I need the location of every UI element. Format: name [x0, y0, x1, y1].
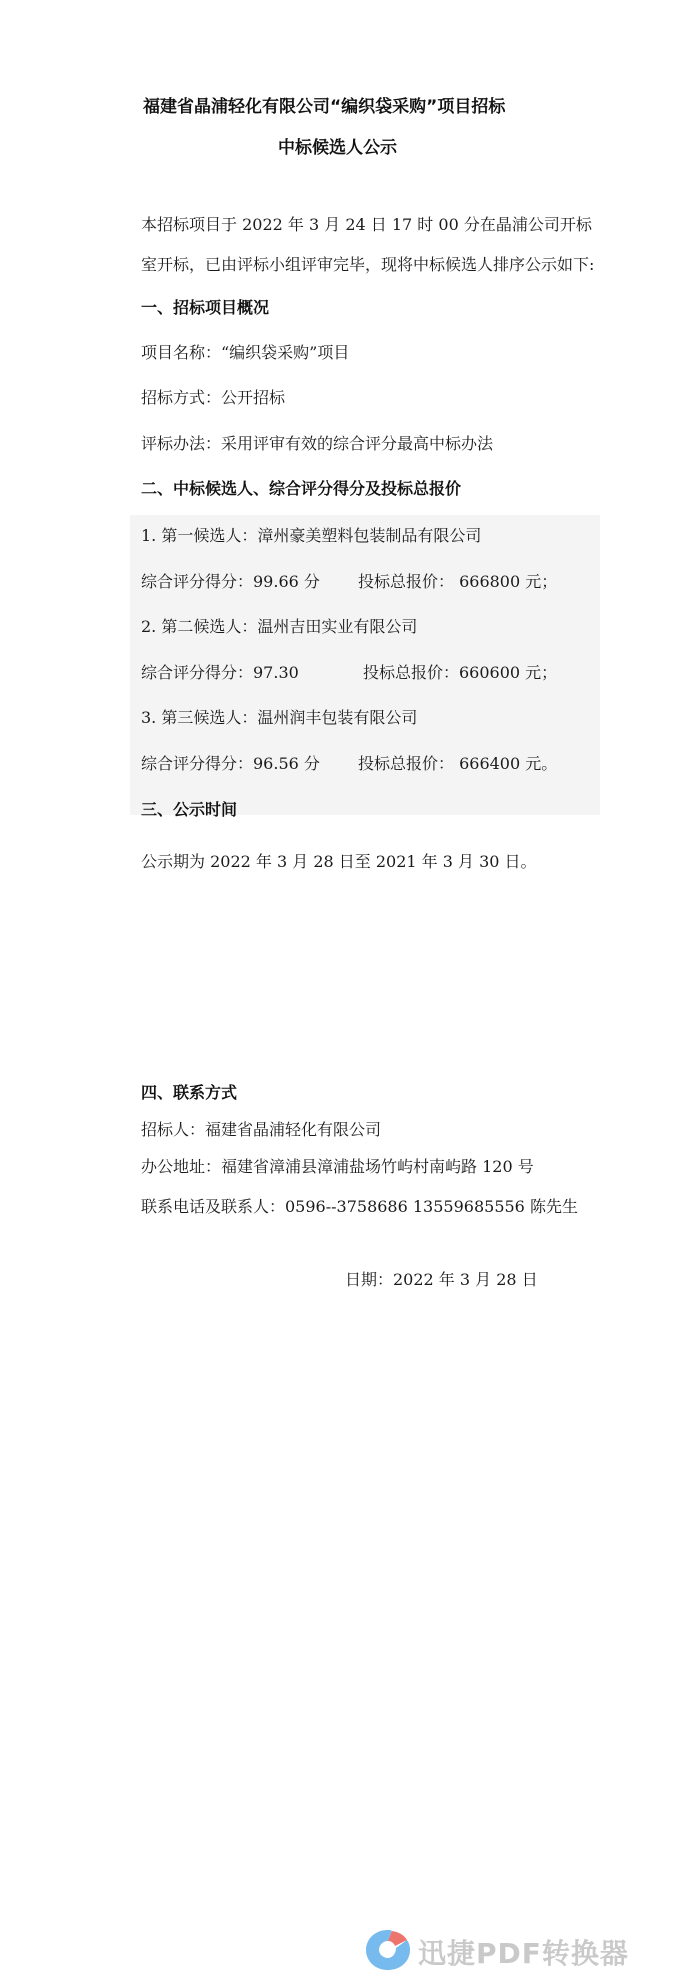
- document-title-line2: 中标候选人公示: [278, 138, 397, 158]
- project-name: 项目名称：“编织袋采购”项目: [141, 343, 350, 362]
- intro-line1: 本招标项目于 2022 年 3 月 24 日 17 时 00 分在晶浦公司开标: [141, 215, 592, 234]
- section2-heading: 二、中标候选人、综合评分得分及投标总报价: [141, 479, 462, 498]
- candidate-3-score: 综合评分得分：96.56 分: [141, 754, 320, 773]
- evaluation-method: 评标办法：采用评审有效的综合评分最高中标办法: [141, 434, 494, 453]
- candidate-3-price: 投标总报价： 666400 元。: [358, 754, 558, 773]
- candidate-2-score: 综合评分得分：97.30: [141, 663, 299, 682]
- candidate-2-price: 投标总报价：660600 元；: [363, 663, 558, 682]
- document-date: 日期：2022 年 3 月 28 日: [345, 1270, 538, 1289]
- publicity-period: 公示期为 2022 年 3 月 28 日至 2021 年 3 月 30 日。: [141, 852, 537, 871]
- contact-phone: 联系电话及联系人：0596--3758686 13559685556 陈先生: [141, 1197, 578, 1216]
- candidate-1-name: 1. 第一候选人：漳州豪美塑料包装制品有限公司: [141, 526, 482, 545]
- document-title-line1: 福建省晶浦轻化有限公司“编织袋采购”项目招标: [143, 97, 506, 117]
- section1-heading: 一、招标项目概况: [141, 298, 270, 317]
- tender-method: 招标方式：公开招标: [141, 388, 286, 407]
- tenderer: 招标人：福建省晶浦轻化有限公司: [141, 1120, 382, 1139]
- candidate-1-score: 综合评分得分：99.66 分: [141, 572, 320, 591]
- watermark-text: 迅捷PDF转换器: [418, 1937, 629, 1970]
- intro-line2: 室开标，已由评标小组评审完毕，现将中标候选人排序公示如下:: [141, 255, 595, 274]
- candidate-3-name: 3. 第三候选人：温州润丰包装有限公司: [141, 708, 418, 727]
- watermark: [362, 1928, 692, 1972]
- section4-heading: 四、联系方式: [141, 1083, 238, 1102]
- xunjie-logo-icon: [362, 1926, 414, 1974]
- candidate-1-price: 投标总报价： 666800 元；: [358, 572, 558, 591]
- office-address: 办公地址：福建省漳浦县漳浦盐场竹屿村南屿路 120 号: [141, 1157, 534, 1176]
- section3-heading: 三、公示时间: [141, 800, 238, 819]
- candidate-2-name: 2. 第二候选人：温州吉田实业有限公司: [141, 617, 418, 636]
